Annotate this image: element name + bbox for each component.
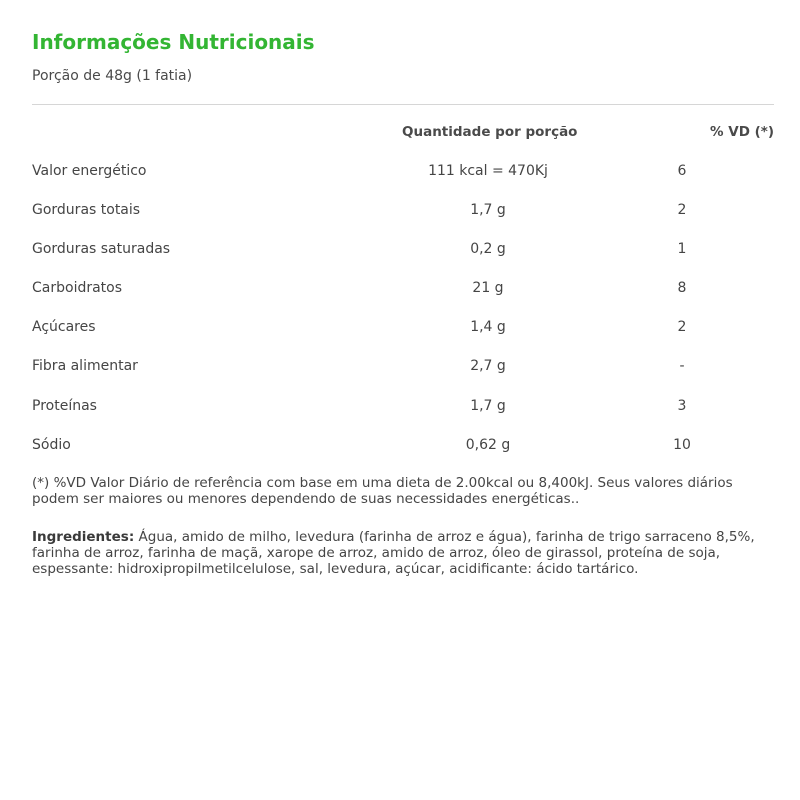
daily-value-column-header: % VD (*) [710, 124, 774, 140]
nutrient-daily-value: 10 [673, 437, 691, 453]
nutrient-daily-value: 6 [677, 163, 687, 179]
nutrient-name: Proteínas [32, 398, 97, 414]
nutrient-quantity: 1,7 g [470, 398, 506, 414]
nutrition-panel [32, 0, 774, 800]
nutrient-quantity: 2,7 g [470, 358, 506, 374]
divider [32, 104, 774, 105]
table-row [32, 437, 774, 459]
nutrient-daily-value: 2 [677, 202, 687, 218]
table-row [32, 241, 774, 263]
nutrient-daily-value: 2 [677, 319, 687, 335]
nutrient-name: Valor energético [32, 163, 147, 179]
nutrient-quantity: 1,7 g [470, 202, 506, 218]
nutrient-daily-value: 8 [677, 280, 687, 296]
table-row [32, 319, 774, 341]
nutrient-name: Sódio [32, 437, 71, 453]
page-title: Informações Nutricionais [32, 30, 315, 54]
nutrient-name: Açúcares [32, 319, 96, 335]
nutrient-quantity: 0,62 g [465, 437, 511, 453]
table-row [32, 358, 774, 380]
nutrient-quantity: 1,4 g [470, 319, 506, 335]
nutrient-daily-value: 3 [677, 398, 687, 414]
quantity-column-header: Quantidade por porção [402, 124, 578, 140]
daily-value-footnote: (*) %VD Valor Diário de referência com base em uma dieta de 2.00kcal ou 8,400kJ. Seus valores diários podem ser maiores ou menores dependendo de suas necessidades energéticas.. [32, 475, 733, 507]
table-row [32, 280, 774, 302]
nutrient-quantity: 21 g [472, 280, 504, 296]
nutrient-name: Fibra alimentar [32, 358, 138, 374]
table-row [32, 163, 774, 185]
ingredients-text: Água, amido de milho, levedura (farinha de arroz e água), farinha de trigo sarraceno 8,5%, farinha de arroz, farinha de maçã, xarope de arroz, amido de arroz, óleo de girassol, proteína de soja, espessante: hidroxipropilmetilcelulose, sal, levedura, açúcar, acidificante: ácido tartárico. [32, 529, 755, 577]
nutrient-daily-value: - [679, 358, 685, 374]
ingredients-paragraph [32, 529, 774, 577]
nutrient-name: Gorduras saturadas [32, 241, 171, 257]
nutrient-name: Carboidratos [32, 280, 123, 296]
table-row [32, 398, 774, 420]
ingredients-label: Ingredientes: [32, 529, 135, 545]
portion-size: Porção de 48g (1 fatia) [32, 68, 193, 84]
nutrient-name: Gorduras totais [32, 202, 141, 218]
table-row [32, 202, 774, 224]
nutrient-quantity: 111 kcal = 470Kj [428, 163, 548, 179]
nutrient-quantity: 0,2 g [470, 241, 506, 257]
nutrient-daily-value: 1 [677, 241, 687, 257]
